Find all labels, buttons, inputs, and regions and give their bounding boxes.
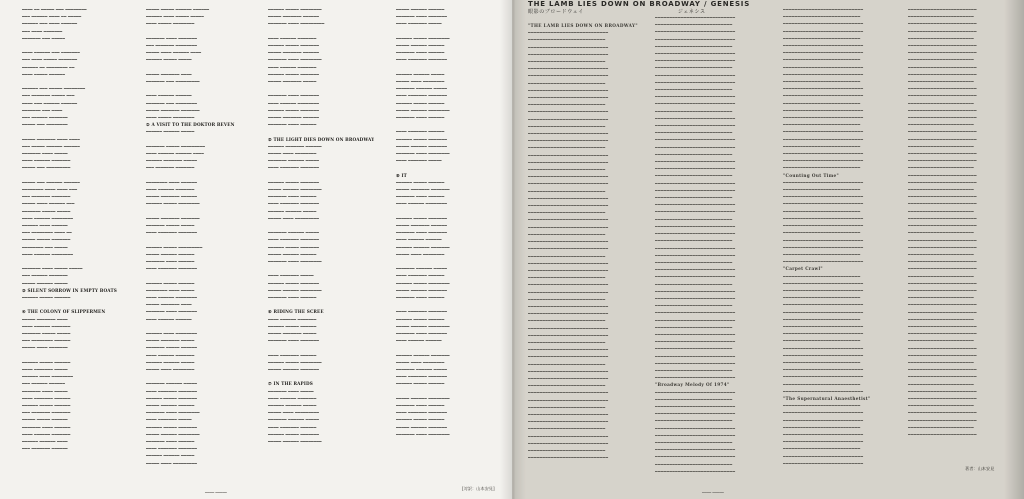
quoted-title-counting-out-time: "Counting Out Time" <box>783 172 840 178</box>
notes-subtitle-japanese: 眼影のブロードウェイ <box>528 9 584 15</box>
section-marker-silent-sorrow: ③ SILENT SORROW IN EMPTY BOATS <box>22 287 117 293</box>
quoted-title-broadway-melody: "Broadway Melody Of 1974" <box>655 382 730 388</box>
section-marker-in-the-rapids: ⑦ IN THE RAPIDS <box>268 381 313 387</box>
section-marker-doktor-dyper: ② A VISIT TO THE DOKTOR BEVEN <box>146 122 235 128</box>
notes-signature: 著者：山本安見 <box>965 466 995 471</box>
left-footer-catalog: ━━━━ ━━━━━ <box>205 490 227 495</box>
quoted-title-supernatural-anaesthetist: "The Supernatural Anaesthetist" <box>783 395 871 401</box>
section-marker-it: ⑧ IT <box>396 172 407 178</box>
notes-subtitle-artist: ジェネシス <box>677 9 706 15</box>
section-marker-slippermen: ④ THE COLONY OF SLIPPERMEN <box>22 309 106 315</box>
lyrics-column-2: ━━━━━ ━━━━━ ━━━━━━ ━━━━━━ ━━━━━━ ━━━━ ━━━━━ ━━━━━ ━━━━ ━━━━━ ━━━━━━━━ ━━━━━━━ ━━━━ ━━━━━━━ ━━━ ━━━━━━━ ━━━━━━━━ ━━━━━ ━━━━ ━━━━━━ ━━━━ ━━━━━━ ━━━━━ ━━━━━ ━━━━━ ━━━━━━━ ━━━━ ━━━━━━━ ━━━ ━━━━━━━━━ ━━━━ ━━━━━━ ━━━━━━ ━━━━━━━ ━━━ ━━━━━━━━ ━━━━━ ━━━━━━━ ━━━━━━━ ━━━━ ━━━━━ ━━━━━━━━ ② A VISIT TO THE DOKTOR BEVEN ━━━━━━ ━━━━━━ ━━━━━ ━━━━━━━ ━━━━━ ━━━━━━━━━ ━━━━ ━━━━━━ ━━━━━━ ━━━━ ━━━━━━ ━━━━━━━ ━━━━━ ━━━ ━━━━━━━ ━━━━━━━ ━━━━━━━━ ━━━━ ━━━━━━ ━━━━ ━━━━━━ ━━━━━━━ ━━━━━ ━━━━━━━ ━━━━━━ ━━━━━━ ━━━━━ ━━━━━━━━ ━━━━━ ━━━━━━━ ━━━━━━━ ━━━━━━━ ━━━━━ ━━━━━ ━━━━ ━━━━━━━ ━━━━━━━ ━━━━━━ ━━━━━ ━━━━━━━━━ ━━━━━ ━━━━━━ ━━━━━━ ━━━━━━━ ━━━━ ━━━━━━ ━━━━ ━━━━━━━ ━━━━━━━ ━━━━━━ ━━━━━ ━━━━━━ ━━━━━━━━ ━━━━ ━━━━━ ━━━━ ━━━━━━ ━━━━━━━━ ━━━━━ ━━━━━━━ ━━━━ ━━━━━━━ ━━━━ ━━━━━━━ ━━━━ ━━━━━━ ━━━━━━ ━━━━━━ ━━━━ ━━━━━━━━ ━━━━━ ━━━━━━━ ━━━━━ ━━━━━━━ ━━━━━ ━━━━━━ ━━━━ ━━━━━━ ━━━━━━━ ━━━━━━ ━━━━━━ ━━━━━ ━━━━━ ━━━━ ━━━━━━━━ ━━━━━━━ ━━━━━━ ━━━━━ ━━━━ ━━━━━━━ ━━━━━━━ ━━━━━━ ━━━━━ ━━━━━━━ ━━━━━ ━━━━━━ ━━━━━━ ━━━━━━━ ━━━━ ━━━━━━━━ ━━━━ ━━━━━━━ ━━━━━ ━━━━━━ ━━━━━ ━━━━━━━ ━━━━━ ━━━━━━ ━━━━━━━━ ━━━━━━━ ━━━━ ━━━━━━ ━━━━ ━━━━━━━ ━━━━━━━ ━━━━━━ ━━━━━━ ━━━━━ ━━━━━ ━━━━ ━━━━━━━━━ <box>146 6 250 467</box>
translator-credit: [対訳：山本安見] <box>462 486 495 491</box>
notes-column-1: "THE LAMB LIES DOWN ON BROADWAY" ━━━━━━━━━━━━━━━━━━━━━━━━━━━━ ━━━━━━━━━━━━━━━━━━━━━━━━━━━ ━━━━━━━━━━━━━━━━━━━━━━━━━━━━ ━━━━━━━━━━━━━━━━━━━━━━━━━━━━ ━━━━━━━━━━━━━━━━━━━━━━━━━━━ ━━━━━━━━━━━━━━━━━━━━━━━━━━━━ ━━━━━━━━━━━━━━━━━━━━━━━━━━━━ ━━━━━━━━━━━━━━━━━━━━━━━━━━━ ━━━━━━━━━━━━━━━━━━━━━━━━━━━━ ━━━━━━━━━━━━━━━━━━━━━━━━━━━━ ━━━━━━━━━━━━━━━━━━━━━━━━━━━ ━━━━━━━━━━━━━━━━━━━━━━━━━━━━ ━━━━━━━━━━━━━━━━━━━━━━━━━━━━ ━━━━━━━━━━━━━━━━━━━━━━━━━━━ ━━━━━━━━━━━━━━━━━━━━━━━━━━━━ ━━━━━━━━━━━━━━━━━━━━━━━━━━━━ ━━━━━━━━━━━━━━━━━━━━━━━━━━━ ━━━━━━━━━━━━━━━━━━━━━━━━━━━━ ━━━━━━━━━━━━━━━━━━━━━━━━━━━━ ━━━━━━━━━━━━━━━━━━━━━━━━━━━ ━━━━━━━━━━━━━━━━━━━━━━━━━━━━ ━━━━━━━━━━━━━━━━━━━━━━━━━━━━ ━━━━━━━━━━━━━━━━━━━━━━━━━━━ ━━━━━━━━━━━━━━━━━━━━━━━━━━━━ ━━━━━━━━━━━━━━━━━━━━━━━━━━━━ ━━━━━━━━━━━━━━━━━━━━━━━━━━━ ━━━━━━━━━━━━━━━━━━━━━━━━━━━━ ━━━━━━━━━━━━━━━━━━━━━━━━━━━━ ━━━━━━━━━━━━━━━━━━━━━━━━━━━ ━━━━━━━━━━━━━━━━━━━━━━━━━━━━ ━━━━━━━━━━━━━━━━━━━━━━━━━━━━ ━━━━━━━━━━━━━━━━━━━━━━━━━━━ ━━━━━━━━━━━━━━━━━━━━━━━━━━━━ ━━━━━━━━━━━━━━━━━━━━━━━━━━━━ ━━━━━━━━━━━━━━━━━━━━━━━━━━━ ━━━━━━━━━━━━━━━━━━━━━━━━━━━━ ━━━━━━━━━━━━━━━━━━━━━━━━━━━━ ━━━━━━━━━━━━━━━━━━━━━━━━━━━ ━━━━━━━━━━━━━━━━━━━━━━━━━━━━ ━━━━━━━━━━━━━━━━━━━━━━━━━━━━ ━━━━━━━━━━━━━━━━━━━━━━━━━━━ ━━━━━━━━━━━━━━━━━━━━━━━━━━━━ ━━━━━━━━━━━━━━━━━━━━━━━━━━━━ ━━━━━━━━━━━━━━━━━━━━━━━━━━━ ━━━━━━━━━━━━━━━━━━━━━━━━━━━━ ━━━━━━━━━━━━━━━━━━━━━━━━━━━━ ━━━━━━━━━━━━━━━━━━━━━━━━━━━ ━━━━━━━━━━━━━━━━━━━━━━━━━━━━ ━━━━━━━━━━━━━━━━━━━━━━━━━━━━ ━━━━━━━━━━━━━━━━━━━━━━━━━━━ ━━━━━━━━━━━━━━━━━━━━━━━━━━━━ ━━━━━━━━━━━━━━━━━━━━━━━━━━━━ ━━━━━━━━━━━━━━━━━━━━━━━━━━━ ━━━━━━━━━━━━━━━━━━━━━━━━━━━━ ━━━━━━━━━━━━━━━━━━━━━━━━━━━━ ━━━━━━━━━━━━━━━━━━━━━━━━━━━ ━━━━━━━━━━━━━━━━━━━━━━━━━━━━ ━━━━━━━━━━━━━━━━━━━━━━━━━━━━ ━━━━━━━━━━━━━━━━━━━━━━━━━━━ ━━━━━━━━━━━━━━━━━━━━━━━━━━━━ <box>528 22 648 461</box>
right-footer-catalog: ━━━━ ━━━━━ <box>702 490 724 495</box>
quoted-title-lamb: "THE LAMB LIES DOWN ON BROADWAY" <box>528 23 638 28</box>
lyrics-column-3: ━━━━━━ ━━━━━ ━━━━━━━━ ━━━━━ ━━━━━━━ ━━━━━━ ━━━━━━━ ━━━━ ━━━━━━━━━ ━━━━ ━━━━━━ ━━━━━━━ ━━━━━━ ━━━━━ ━━━━━━━ ━━━━━ ━━━━━━━ ━━━━━━ ━━━━━━━ ━━━━ ━━━━━━━━ ━━━━ ━━━━━━ ━━━━━━━ ━━━━━━ ━━━━━ ━━━━━━━ ━━━━━ ━━━━━━━ ━━━━━ ━━━━━━━ ━━━━ ━━━━━━━ ━━━━ ━━━━━━ ━━━━━━━━ ━━━━━━ ━━━━━ ━━━━━━━ ━━━━━ ━━━━━━━ ━━━━━━ ━━━━━━━ ━━━━ ━━━━━━ ⑤ THE LIGHT DIES DOWN ON BROADWAY ━━━━━━ ━━━━━━━ ━━━━━━ ━━━━━ ━━━━ ━━━━━━━━ ━━━━━━━ ━━━━━━ ━━━━━ ━━━━ ━━━━━━━ ━━━━━━━ ━━━━━━ ━━━━━ ━━━━━━━ ━━━━━ ━━━━━━ ━━━━━━━━ ━━━━━━━ ━━━━ ━━━━━━ ━━━━ ━━━━━━━ ━━━━━━━ ━━━━━━ ━━━━━━ ━━━━━ ━━━━━ ━━━━ ━━━━━━━━━ ━━━━━━━ ━━━━━━ ━━━━━ ━━━━ ━━━━━━━ ━━━━━━━ ━━━━━━ ━━━━━ ━━━━━━━ ━━━━━ ━━━━━━ ━━━━━━ ━━━━━━━ ━━━━ ━━━━━━━━ ━━━━ ━━━━━━━ ━━━━━ ━━━━━━ ━━━━━ ━━━━━━━ ━━━━━ ━━━━━━ ━━━━━━━━ ━━━━━━━ ━━━━ ━━━━━━ ⑥ RIDING THE SCREE ━━━━ ━━━━━━ ━━━━━━━ ━━━━━━ ━━━━━ ━━━━━━ ━━━━━ ━━━━━━━ ━━━━━ ━━━━━━━ ━━━━ ━━━━━━━ ━━━━ ━━━━━━━ ━━━━━━ ━━━━━━ ━━━━━ ━━━━━━━━ ━━━━━ ━━━━━━ ━━━━━━━ ⑦ IN THE RAPIDS ━━━━━━━ ━━━━ ━━━━━ ━━━━ ━━━━━━ ━━━━━━━ ━━━━━━ ━━━━━━ ━━━━━ ━━━━━ ━━━━ ━━━━━━━━━ ━━━━━━━ ━━━━━━ ━━━━━ ━━━━ ━━━━━━━ ━━━━━━ ━━━━━━ ━━━━━ ━━━━━━━ ━━━━━ ━━━━━━ ━━━━━━━━ <box>268 7 374 445</box>
notes-column-3: ━━━━━━━━━━━━━━━━━━━━━━━━━━━━ ━━━━━━━━━━━━━━━━━━━━━━━━━━━ ━━━━━━━━━━━━━━━━━━━━━━━━━━━━ ━━━━━━━━━━━━━━━━━━━━━━━━━━━━ ━━━━━━━━━━━━━━━━━━━━━━━━━━━ ━━━━━━━━━━━━━━━━━━━━━━━━━━━━ ━━━━━━━━━━━━━━━━━━━━━━━━━━━━ ━━━━━━━━━━━━━━━━━━━━━━━━━━━ ━━━━━━━━━━━━━━━━━━━━━━━━━━━━ ━━━━━━━━━━━━━━━━━━━━━━━━━━━━ ━━━━━━━━━━━━━━━━━━━━━━━━━━━ ━━━━━━━━━━━━━━━━━━━━━━━━━━━━ ━━━━━━━━━━━━━━━━━━━━━━━━━━━━ ━━━━━━━━━━━━━━━━━━━━━━━━━━━ ━━━━━━━━━━━━━━━━━━━━━━━━━━━━ ━━━━━━━━━━━━━━━━━━━━━━━━━━━━ ━━━━━━━━━━━━━━━━━━━━━━━━━━━ ━━━━━━━━━━━━━━━━━━━━━━━━━━━━ ━━━━━━━━━━━━━━━━━━━━━━━━━━━━ ━━━━━━━━━━━━━━━━━━━━━━━━━━━ ━━━━━━━━━━━━━━━━━━━━━━━━━━━━ ━━━━━━━━━━━━━━━━━━━━━━━━━━━━ ━━━━━━━━━━━━━━━━━━━━━━━━━━━ "Counting Out Time" ━━━━━━━━━━━━━━━━━━━━━━━━━━━━ ━━━━━━━━━━━━━━━━━━━━━━━━━━━ ━━━━━━━━━━━━━━━━━━━━━━━━━━━━ ━━━━━━━━━━━━━━━━━━━━━━━━━━━━ ━━━━━━━━━━━━━━━━━━━━━━━━━━━ ━━━━━━━━━━━━━━━━━━━━━━━━━━━━ ━━━━━━━━━━━━━━━━━━━━━━━━━━━━ ━━━━━━━━━━━━━━━━━━━━━━━━━━━ ━━━━━━━━━━━━━━━━━━━━━━━━━━━━ ━━━━━━━━━━━━━━━━━━━━━━━━━━━━ ━━━━━━━━━━━━━━━━━━━━━━━━━━━ ━━━━━━━━━━━━━━━━━━━━━━━━━━━━ "Carpet Crawl" ━━━━━━━━━━━━━━━━━━━━━━━━━━━ ━━━━━━━━━━━━━━━━━━━━━━━━━━━━ ━━━━━━━━━━━━━━━━━━━━━━━━━━━━ ━━━━━━━━━━━━━━━━━━━━━━━━━━━ ━━━━━━━━━━━━━━━━━━━━━━━━━━━━ ━━━━━━━━━━━━━━━━━━━━━━━━━━━━ ━━━━━━━━━━━━━━━━━━━━━━━━━━━ ━━━━━━━━━━━━━━━━━━━━━━━━━━━━ ━━━━━━━━━━━━━━━━━━━━━━━━━━━━ ━━━━━━━━━━━━━━━━━━━━━━━━━━━ ━━━━━━━━━━━━━━━━━━━━━━━━━━━━ ━━━━━━━━━━━━━━━━━━━━━━━━━━━━ ━━━━━━━━━━━━━━━━━━━━━━━━━━━ ━━━━━━━━━━━━━━━━━━━━━━━━━━━━ ━━━━━━━━━━━━━━━━━━━━━━━━━━━━ ━━━━━━━━━━━━━━━━━━━━━━━━━━━ ━━━━━━━━━━━━━━━━━━━━━━━━━━━━ "The Supernatural Anaesthetist" ━━━━━━━━━━━━━━━━━━━━━━━━━━━ ━━━━━━━━━━━━━━━━━━━━━━━━━━━━ ━━━━━━━━━━━━━━━━━━━━━━━━━━━━ ━━━━━━━━━━━━━━━━━━━━━━━━━━━ ━━━━━━━━━━━━━━━━━━━━━━━━━━━━ ━━━━━━━━━━━━━━━━━━━━━━━━━━━━ ━━━━━━━━━━━━━━━━━━━━━━━━━━━ ━━━━━━━━━━━━━━━━━━━━━━━━━━━━ ━━━━━━━━━━━━━━━━━━━━━━━━━━━━ <box>783 6 901 467</box>
lyrics-column-1: ━━━━ ━━ ━━━━━ ━━━ ━━━━━━━━ ━━━ ━━━━━━ ━━━━ ━━ ━━━━━ ━━━━━━ ━━━ ━━━━ ━━━━━━ ━━━ ━━━━ ━━━━━━━ ━━━━━━━ ━━━ ━━━━━ ━━━━ ━━━━━━ ━━━ ━━━━━━━ ━━━ ━━━━ ━━━━━ ━━━━━━━ ━━━━━━ ━━ ━━━━━━━━ ━━ ━━━━ ━━━━━ ━━━━━━ ━━━━━━ ━━━ ━━━━━ ━━━━━━━━ ━━━ ━━━━━━━ ━━━━━ ━━━ ━━━━ ━━━ ━━━━━━ ━━━━━━ ━━━━━━━ ━━━ ━━━━ ━━━ ━━━━━━ ━━━━━━━ ━━━━━ ━━━ ━━━━━━━━ ━━━━━ ━━━━━━━ ━━━━ ━━━━ ━━━ ━━━━━ ━━━━━━ ━━━━━━ ━━━━━━━ ━━━━ ━━━━━ ━━━━ ━━━━━━ ━━━━━━━ ━━━━━ ━━━ ━━━━━━━━━ ━━━━━ ━━━ ━━━━━━ ━━━━━━ ━━━━━━━━ ━━━━ ━━━━ ━━━ ━━━ ━━━━━━━ ━━━━━━━ ━━━━━ ━━━━ ━━━━━━ ━━━ ━━━━━━━ ━━━━━ ━━━━━ ━━━━ ━━━━━━ ━━━━━━━━ ━━━━━━ ━━━━ ━━━━━━ ━━━ ━━━━━━━━ ━━━━ ━━ ━━━━━ ━━━━━ ━━━━━━━ ━━━━━━━━ ━━━ ━━━━━ ━━━━ ━━━━━━ ━━━━━━━━ ━━━━━━━ ━━━━ ━━━━━ ━━━━━ ━━━ ━━━━━━ ━━━━━━━ ━━━━━ ━━━━━━ ━━━━━ ③ SILENT SORROW IN EMPTY BOATS ━━━━━━ ━━━━━ ━━━━━━ ④ THE COLONY OF SLIPPERMEN ━━━━━ ━━━━━━━ ━━━━ ━━━━ ━━━━━━ ━━━━━━━ ━━━━━━━ ━━━━━ ━━━━━ ━━━ ━━━━━━━━ ━━━━━━ ━━━━━ ━━━━ ━━━━━━━ ━━━━━━ ━━━━━ ━━━━━━ ━━━━ ━━━━━━━ ━━━━━ ━━━━━━ ━━━━ ━━━━━━━━ ━━━ ━━━━━━ ━━━━━━ ━━━━━━━ ━━━━ ━━━━━ ━━━━ ━━━━━━━ ━━━━━━ ━━━━━━ ━━━━━ ━━━━━━ ━━━ ━━━━━━━ ━━━━━━━ ━━━━━ ━━━━━ ━━━━━━ ━━━━━━━ ━━━━ ━━━━━━ ━━━━ ━━━━━━ ━━━━━━━ ━━━━━━ ━━━━━━ ━━━━ ━━━ ━━━━━━━ ━━━━━━ <box>22 7 117 452</box>
notes-title: THE LAMB LIES DOWN ON BROADWAY / GENESIS <box>528 0 751 8</box>
quoted-title-carpet-crawl: "Carpet Crawl" <box>783 266 823 272</box>
lyrics-column-4: ━━━━━ ━━━━━━ ━━━━━━ ━━━━━━━ ━━━━ ━━━━━━━ ━━━━ ━━━━━━━ ━━━━━ ━━━━━━ ━━━━━ ━━━━━━━━ ━━━━━ ━━━━━━ ━━━━━━ ━━━━━━━ ━━━━ ━━━━━━ ━━━━ ━━━━━━━ ━━━━━━━ ━━━━━━ ━━━━━━ ━━━━━ ━━━━━ ━━━━ ━━━━━━━━ ━━━━━━━ ━━━━━━ ━━━━━ ━━━━ ━━━━━━━ ━━━━━━━ ━━━━━━ ━━━━━ ━━━━━━ ━━━━━ ━━━━━━ ━━━━━━━━ ━━━━━━━ ━━━━ ━━━━━━ ━━━━ ━━━━━━━ ━━━━━━ ━━━━━━ ━━━━━ ━━━━━━━ ━━━━━ ━━━━━━ ━━━━━━━ ━━━━━━━ ━━━━ ━━━━━━━━ ━━━━ ━━━━━━━ ━━━━━ ⑧ IT ━━━━━━ ━━━━━ ━━━━━━ ━━━━━ ━━━━━━━ ━━━━━━━ ━━━━━━━ ━━━━ ━━━━━━ ━━━━ ━━━━━━ ━━━━━━━━ ━━━━━━ ━━━━━ ━━━━━━━ ━━━━━ ━━━━━━━ ━━━━━━ ━━━━━━━ ━━━━ ━━━━━━━ ━━━━ ━━━━━━ ━━━━━━ ━━━━━━ ━━━━━━ ━━━━━━━ ━━━━━ ━━━━ ━━━━━━━━ ━━━━━━━ ━━━━━━ ━━━━━ ━━━━ ━━━━━━━ ━━━━━━ ━━━━━━ ━━━━━ ━━━━━━━━ ━━━━━ ━━━━━━ ━━━━━━━ ━━━━━━━ ━━━━ ━━━━━━ ━━━━ ━━━━━━━ ━━━━━━━ ━━━━━━ ━━━━━ ━━━━━━ ━━━━━ ━━━━━━ ━━━━━━━━ ━━━━━━━ ━━━━ ━━━━━━━ ━━━━ ━━━━━━ ━━━━━━ ━━━━━━ ━━━━━━ ━━━━━━━ ━━━━━ ━━━━ ━━━━━━━━ ━━━━━━━ ━━━━━━ ━━━━━ ━━━━ ━━━━━━━ ━━━━━━━ ━━━━━━ ━━━━━ ━━━━━━ ━━━━━ ━━━━━━ ━━━━━━━━ ━━━━━━━ ━━━━ ━━━━━━ ━━━━ ━━━━━━━ ━━━━━━━ ━━━━━━ ━━━━━ ━━━━━━ ━━━━━ ━━━━━━ ━━━━━━━ ━━━━━━━ ━━━━ ━━━━━━━━ <box>396 6 492 438</box>
section-marker-riding-the-scree: ⑥ RIDING THE SCREE <box>268 309 324 315</box>
notes-column-4: ━━━━━━━━━━━━━━━━━━━━━━━━ ━━━━━━━━━━━━━━━━━━━━━━━ ━━━━━━━━━━━━━━━━━━━━━━━━ ━━━━━━━━━━━━━━━━━━━━━━━━ ━━━━━━━━━━━━━━━━━━━━━━━ ━━━━━━━━━━━━━━━━━━━━━━━━ ━━━━━━━━━━━━━━━━━━━━━━━━ ━━━━━━━━━━━━━━━━━━━━━━━ ━━━━━━━━━━━━━━━━━━━━━━━━ ━━━━━━━━━━━━━━━━━━━━━━━━ ━━━━━━━━━━━━━━━━━━━━━━━ ━━━━━━━━━━━━━━━━━━━━━━━━ ━━━━━━━━━━━━━━━━━━━━━━━━ ━━━━━━━━━━━━━━━━━━━━━━━ ━━━━━━━━━━━━━━━━━━━━━━━━ ━━━━━━━━━━━━━━━━━━━━━━━━ ━━━━━━━━━━━━━━━━━━━━━━━ ━━━━━━━━━━━━━━━━━━━━━━━━ ━━━━━━━━━━━━━━━━━━━━━━━━ ━━━━━━━━━━━━━━━━━━━━━━━ ━━━━━━━━━━━━━━━━━━━━━━━━ ━━━━━━━━━━━━━━━━━━━━━━━━ ━━━━━━━━━━━━━━━━━━━━━━━ ━━━━━━━━━━━━━━━━━━━━━━━━ ━━━━━━━━━━━━━━━━━━━━━━━━ ━━━━━━━━━━━━━━━━━━━━━━━ ━━━━━━━━━━━━━━━━━━━━━━━━ ━━━━━━━━━━━━━━━━━━━━━━━━ ━━━━━━━━━━━━━━━━━━━━━━━ ━━━━━━━━━━━━━━━━━━━━━━━━ ━━━━━━━━━━━━━━━━━━━━━━━━ ━━━━━━━━━━━━━━━━━━━━━━━ ━━━━━━━━━━━━━━━━━━━━━━━━ ━━━━━━━━━━━━━━━━━━━━━━━━ ━━━━━━━━━━━━━━━━━━━━━━━ ━━━━━━━━━━━━━━━━━━━━━━━━ ━━━━━━━━━━━━━━━━━━━━━━━━ ━━━━━━━━━━━━━━━━━━━━━━━ ━━━━━━━━━━━━━━━━━━━━━━━━ ━━━━━━━━━━━━━━━━━━━━━━━━ ━━━━━━━━━━━━━━━━━━━━━━━ ━━━━━━━━━━━━━━━━━━━━━━━━ ━━━━━━━━━━━━━━━━━━━━━━━━ ━━━━━━━━━━━━━━━━━━━━━━━ ━━━━━━━━━━━━━━━━━━━━━━━━ ━━━━━━━━━━━━━━━━━━━━━━━━ ━━━━━━━━━━━━━━━━━━━━━━━ ━━━━━━━━━━━━━━━━━━━━━━━━ ━━━━━━━━━━━━━━━━━━━━━━━━ ━━━━━━━━━━━━━━━━━━━━━━━ ━━━━━━━━━━━━━━━━━━━━━━━━ ━━━━━━━━━━━━━━━━━━━━━━━━ ━━━━━━━━━━━━━━━━━━━━━━━ ━━━━━━━━━━━━━━━━━━━━━━━━ ━━━━━━━━━━━━━━━━━━━━━━━━ ━━━━━━━━━━━━━━━━━━━━━━━ ━━━━━━━━━━━━━━━━━━━━━━━━ ━━━━━━━━━━━━━━━━━━━━━━━━ ━━━━━━━━━━━━━━━━━━━━━━━ ━━━━━━━━━━━━━━━━━━━━━━━━ <box>908 7 977 437</box>
page-gutter <box>500 0 526 499</box>
notes-column-2: ━━━━━━━━━━━━━━━━━━━━━━━━━━━━ ━━━━━━━━━━━━━━━━━━━━━━━━━━━ ━━━━━━━━━━━━━━━━━━━━━━━━━━━━ ━━━━━━━━━━━━━━━━━━━━━━━━━━━━ ━━━━━━━━━━━━━━━━━━━━━━━━━━━ ━━━━━━━━━━━━━━━━━━━━━━━━━━━━ ━━━━━━━━━━━━━━━━━━━━━━━━━━━━ ━━━━━━━━━━━━━━━━━━━━━━━━━━━ ━━━━━━━━━━━━━━━━━━━━━━━━━━━━ ━━━━━━━━━━━━━━━━━━━━━━━━━━━━ ━━━━━━━━━━━━━━━━━━━━━━━━━━━ ━━━━━━━━━━━━━━━━━━━━━━━━━━━━ ━━━━━━━━━━━━━━━━━━━━━━━━━━━━ ━━━━━━━━━━━━━━━━━━━━━━━━━━━ ━━━━━━━━━━━━━━━━━━━━━━━━━━━━ ━━━━━━━━━━━━━━━━━━━━━━━━━━━━ ━━━━━━━━━━━━━━━━━━━━━━━━━━━ ━━━━━━━━━━━━━━━━━━━━━━━━━━━━ ━━━━━━━━━━━━━━━━━━━━━━━━━━━━ ━━━━━━━━━━━━━━━━━━━━━━━━━━━ ━━━━━━━━━━━━━━━━━━━━━━━━━━━━ ━━━━━━━━━━━━━━━━━━━━━━━━━━━━ ━━━━━━━━━━━━━━━━━━━━━━━━━━━ ━━━━━━━━━━━━━━━━━━━━━━━━━━━━ ━━━━━━━━━━━━━━━━━━━━━━━━━━━━ ━━━━━━━━━━━━━━━━━━━━━━━━━━━ ━━━━━━━━━━━━━━━━━━━━━━━━━━━━ ━━━━━━━━━━━━━━━━━━━━━━━━━━━━ ━━━━━━━━━━━━━━━━━━━━━━━━━━━ ━━━━━━━━━━━━━━━━━━━━━━━━━━━━ ━━━━━━━━━━━━━━━━━━━━━━━━━━━━ ━━━━━━━━━━━━━━━━━━━━━━━━━━━ ━━━━━━━━━━━━━━━━━━━━━━━━━━━━ ━━━━━━━━━━━━━━━━━━━━━━━━━━━━ ━━━━━━━━━━━━━━━━━━━━━━━━━━━ ━━━━━━━━━━━━━━━━━━━━━━━━━━━━ ━━━━━━━━━━━━━━━━━━━━━━━━━━━━ ━━━━━━━━━━━━━━━━━━━━━━━━━━━ ━━━━━━━━━━━━━━━━━━━━━━━━━━━━ ━━━━━━━━━━━━━━━━━━━━━━━━━━━━ ━━━━━━━━━━━━━━━━━━━━━━━━━━━ ━━━━━━━━━━━━━━━━━━━━━━━━━━━━ ━━━━━━━━━━━━━━━━━━━━━━━━━━━━ ━━━━━━━━━━━━━━━━━━━━━━━━━━━ ━━━━━━━━━━━━━━━━━━━━━━━━━━━━ ━━━━━━━━━━━━━━━━━━━━━━━━━━━━ ━━━━━━━━━━━━━━━━━━━━━━━━━━━ ━━━━━━━━━━━━━━━━━━━━━━━━━━━━ ━━━━━━━━━━━━━━━━━━━━━━━━━━━━ ━━━━━━━━━━━━━━━━━━━━━━━━━━━ ━━━━━━━━━━━━━━━━━━━━━━━━━━━━ "Broadway Melody Of 1974" ━━━━━━━━━━━━━━━━━━━━━━━━━━━━ ━━━━━━━━━━━━━━━━━━━━━━━━━━━ ━━━━━━━━━━━━━━━━━━━━━━━━━━━━ ━━━━━━━━━━━━━━━━━━━━━━━━━━━━ ━━━━━━━━━━━━━━━━━━━━━━━━━━━ ━━━━━━━━━━━━━━━━━━━━━━━━━━━━ ━━━━━━━━━━━━━━━━━━━━━━━━━━━━ ━━━━━━━━━━━━━━━━━━━━━━━━━━━ ━━━━━━━━━━━━━━━━━━━━━━━━━━━━ ━━━━━━━━━━━━━━━━━━━━━━━━━━━━ ━━━━━━━━━━━━━━━━━━━━━━━━━━━ ━━━━━━━━━━━━━━━━━━━━━━━━━━━━ <box>655 14 775 475</box>
section-marker-light-dies-down: ⑤ THE LIGHT DIES DOWN ON BROADWAY <box>268 136 374 142</box>
